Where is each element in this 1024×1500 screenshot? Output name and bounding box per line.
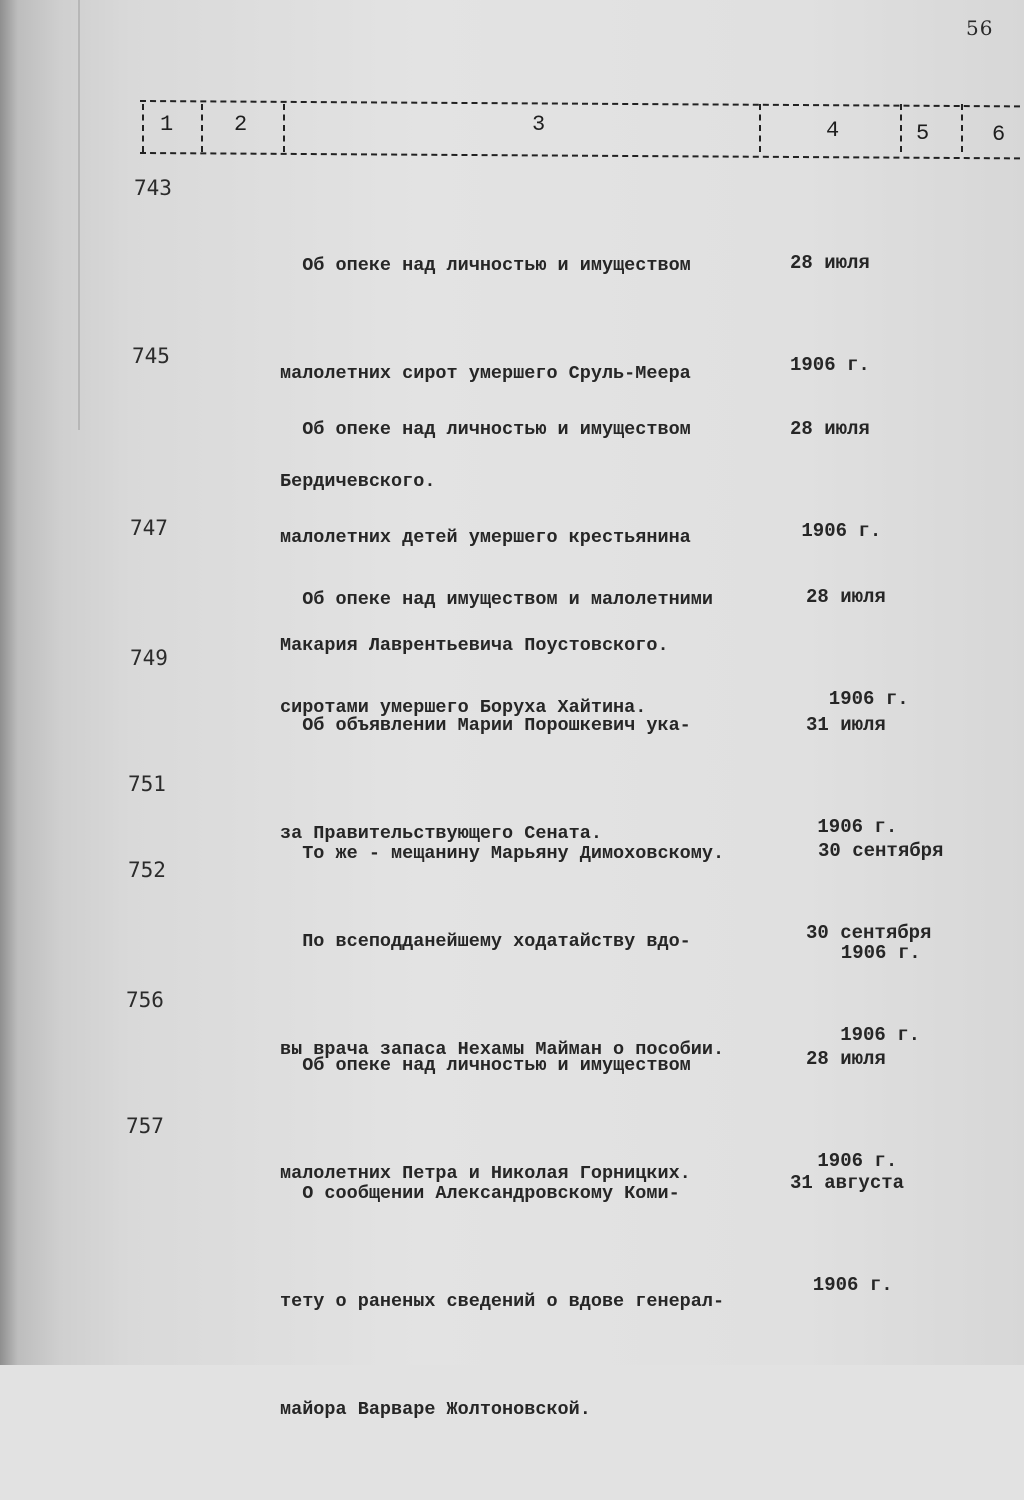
entry-number: 745 bbox=[132, 344, 170, 368]
column-header-6: 6 bbox=[992, 122, 1006, 147]
entry-line: О сообщении Александровскому Коми- bbox=[280, 1183, 680, 1204]
entry-date-year: 1906 г. bbox=[790, 354, 870, 376]
entry-line: Макария Лаврентьевича Поустовского. bbox=[280, 635, 669, 656]
entry-date-year: 1906 г. bbox=[806, 816, 898, 838]
column-divider bbox=[142, 104, 144, 152]
entry-description bbox=[280, 1104, 810, 1500]
entry-number: 747 bbox=[130, 516, 168, 540]
entry-line: По всеподданейшему ходатайству вдо- bbox=[280, 931, 691, 952]
entry-date-day: 30 сентября bbox=[818, 840, 944, 862]
entry-number: 749 bbox=[130, 646, 168, 670]
entry-number: 752 bbox=[128, 858, 166, 882]
entry-line: То же - мещанину Марьяну Димоховскому. bbox=[280, 843, 725, 864]
page-number: 56 bbox=[966, 16, 994, 40]
column-divider bbox=[759, 104, 761, 152]
column-divider bbox=[900, 104, 902, 152]
entry-line: сиротами умершего Боруха Хайтина. bbox=[280, 697, 647, 718]
entry-date-year: 1906 г. bbox=[790, 1274, 893, 1296]
entry-line: Об опеке над личностью и имуществом bbox=[280, 255, 691, 276]
entry-line: малолетних сирот умершего Сруль-Меера bbox=[280, 363, 691, 384]
column-header-1: 1 bbox=[160, 112, 174, 137]
entry-date-day: 28 июля bbox=[790, 418, 870, 440]
column-header-3: 3 bbox=[532, 112, 546, 137]
column-header-5: 5 bbox=[916, 121, 930, 146]
entry-line: малолетних детей умершего крестьянина bbox=[280, 527, 691, 548]
entry-line: вы врача запаса Нехамы Майман о пособии. bbox=[280, 1039, 725, 1060]
entry-line: Об опеке над личностью и имуществом bbox=[280, 419, 691, 440]
entry-date bbox=[790, 1098, 904, 1370]
entry-date-day: 30 сентября bbox=[806, 922, 932, 944]
entry-number: 751 bbox=[128, 772, 166, 796]
binding-fold bbox=[78, 0, 80, 430]
entry-line: за Правительствующего Сената. bbox=[280, 823, 602, 844]
entry-date-year: 1906 г. bbox=[790, 520, 882, 542]
entry-date-day: 31 июля bbox=[806, 714, 886, 736]
entry-date-day: 31 августа bbox=[790, 1172, 905, 1194]
entry-date-year: 1906 г. bbox=[806, 1024, 921, 1046]
entry-line: Об опеке над имуществом и малолетними bbox=[280, 589, 713, 610]
column-header-2: 2 bbox=[234, 112, 248, 137]
entry-line: Бердичевского. bbox=[280, 471, 436, 492]
entry-number: 743 bbox=[134, 176, 172, 200]
column-divider bbox=[283, 104, 285, 152]
entry-line: Об опеке над личностью и имуществом bbox=[280, 1055, 691, 1076]
entry-line: тету о раненых сведений о вдове генерал- bbox=[280, 1291, 725, 1312]
entry-line: Об объявлении Марии Порошкевич ука- bbox=[280, 715, 691, 736]
header-rule-top bbox=[140, 100, 1020, 107]
entry-date-year: 1906 г. bbox=[806, 1150, 898, 1172]
entry-line: малолетних Петра и Николая Горницких. bbox=[280, 1163, 691, 1184]
entry-date-day: 28 июля bbox=[806, 1048, 886, 1070]
entry-date-year: 1906 г. bbox=[806, 688, 909, 710]
column-divider bbox=[961, 104, 963, 152]
entry-date-year: 1906 г. bbox=[818, 942, 921, 964]
entry-date-day: 28 июля bbox=[806, 586, 886, 608]
column-header-4: 4 bbox=[826, 118, 840, 143]
header-rule-bottom bbox=[140, 152, 1020, 159]
column-divider bbox=[201, 104, 203, 152]
entry-line: майора Варваре Жолтоновской. bbox=[280, 1399, 591, 1420]
entry-number: 756 bbox=[126, 988, 164, 1012]
entry-date-day: 28 июля bbox=[790, 252, 870, 274]
entry-number: 757 bbox=[126, 1114, 164, 1138]
